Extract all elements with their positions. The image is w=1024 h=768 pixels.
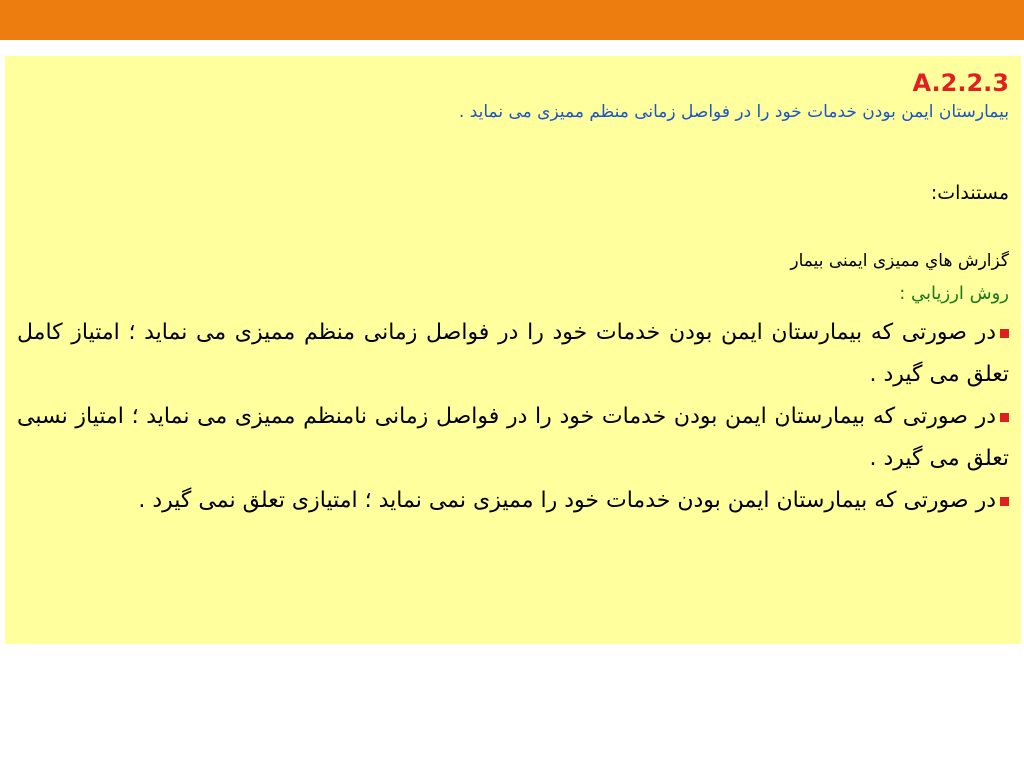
content-panel [5,56,1021,644]
square-bullet-icon [1000,413,1009,422]
criteria-list [17,312,1009,522]
documents-item: گزارش هاي مميزی ايمنی بيمار [790,251,1009,271]
criterion-text: در صورتی که بیمارستان ایمن بودن خدمات خود را در فواصل زمانی منظم ممیزی می نماید ؛ امتیاز کامل تعلق می گیرد . [17,320,1009,387]
standard-description: بیمارستان ایمن بودن خدمات خود را در فواصل زمانی منظم ممیزی می نماید . [458,102,1009,122]
evaluation-method-label: روش ارزيابي : [899,283,1009,304]
criterion-text: در صورتی که بیمارستان ایمن بودن خدمات خود را در فواصل زمانی نامنظم ممیزی می نماید ؛ امتیاز نسبی تعلق می گیرد . [17,404,1009,471]
square-bullet-icon [1000,329,1009,338]
square-bullet-icon [1000,497,1009,506]
documents-label: مستندات: [930,182,1009,204]
criterion-text: در صورتی که بیمارستان ایمن بودن خدمات خود را ممیزی نمی نماید ؛ امتیازی تعلق نمی گیرد . [138,488,996,513]
top-accent-bar [0,0,1024,40]
standard-code: A.2.2.3 [912,69,1009,97]
criterion-item [17,396,1009,480]
criterion-item [17,312,1009,396]
criterion-item [17,480,1009,522]
